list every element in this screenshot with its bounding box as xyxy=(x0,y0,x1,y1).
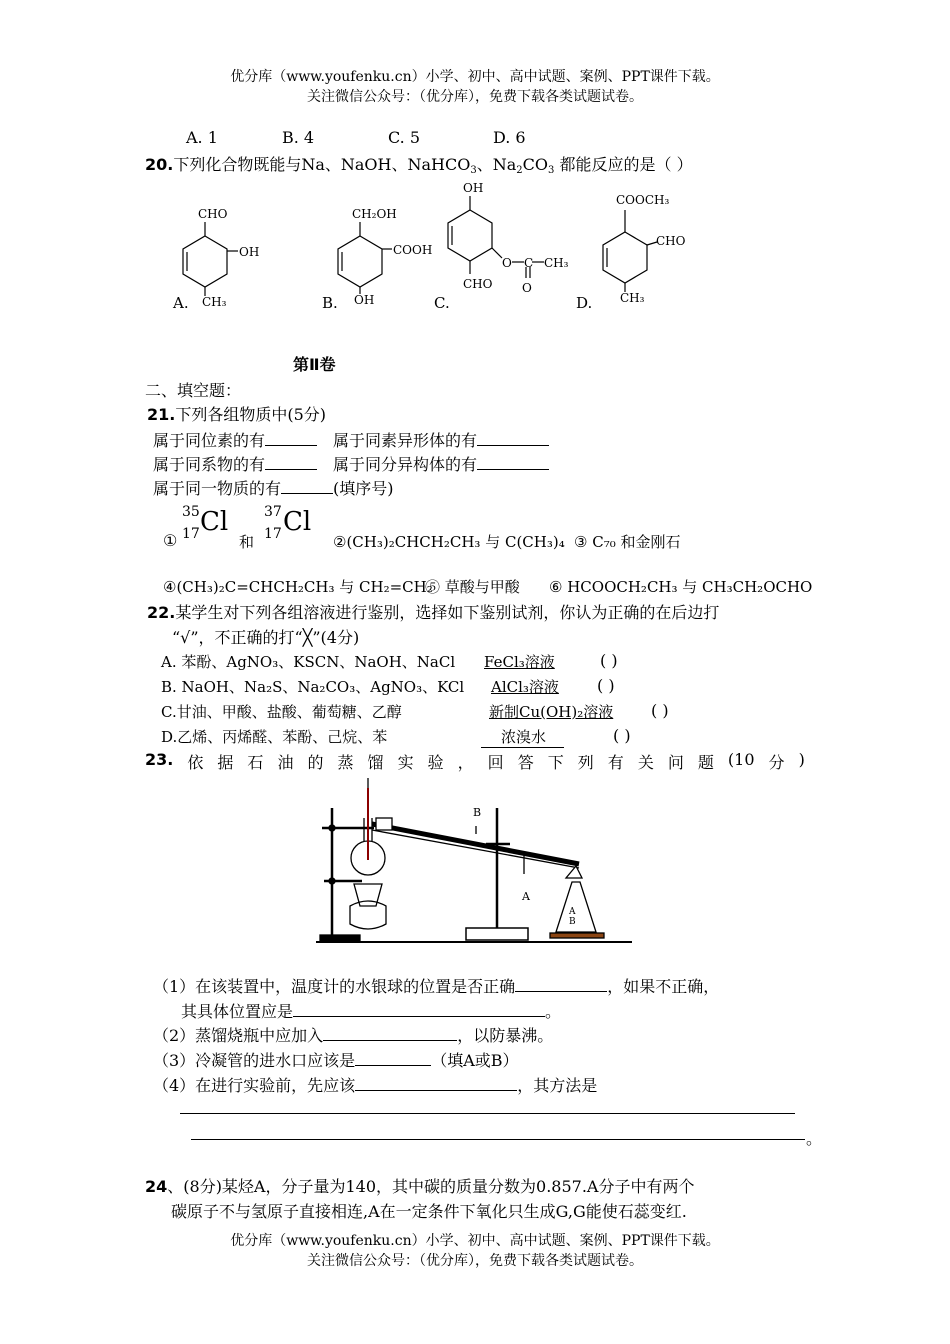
q23-char: 分 xyxy=(768,753,785,772)
q21-blank-isomer[interactable] xyxy=(477,455,549,470)
q20-text-d: 都能反应的是（ ） xyxy=(554,155,693,174)
q23-char: 列 xyxy=(577,753,594,772)
q22-row-b: B. NaOH、Na₂S、Na₂CO₃、AgNO₃、KCl xyxy=(161,678,465,696)
q23-q1-text-b: ，如果不正确， xyxy=(607,977,720,996)
q20-text-b: 、Na xyxy=(476,155,517,174)
q20-label-b: B. xyxy=(322,294,338,312)
q23-answer-line-2[interactable] xyxy=(191,1138,805,1140)
q23-q1-text-c: 其具体位置应是 xyxy=(181,1002,294,1021)
adapter xyxy=(376,818,392,830)
q21-z1: 17 xyxy=(182,526,200,542)
q19-option-b: B. 4 xyxy=(282,128,315,147)
q24-line1 xyxy=(145,1174,694,1197)
q19-option-d: D. 6 xyxy=(493,128,526,147)
q21-title xyxy=(147,402,326,425)
q23-char: 验 xyxy=(427,753,444,772)
q21-mass1: 35 xyxy=(182,504,200,520)
struct-b-right: COOH xyxy=(393,243,433,257)
header-line-1: 优分库（www.youfenku.cn）小学、初中、高中试题、案例、PPT课件下载。 xyxy=(230,69,720,85)
q24-line2: 碳原子不与氢原子直接相连,A在一定条件下氧化只生成G,G能使石蕊变红. xyxy=(171,1202,687,1221)
q23-char: 蒸 xyxy=(337,753,354,772)
struct-d-bottom: CH₃ xyxy=(620,291,645,305)
q21-item6: ⑥ HCOOCH₂CH₃ 与 CH₃CH₂OCHO xyxy=(549,578,813,596)
q23-char: 问 xyxy=(667,753,684,772)
q23-char: 石 xyxy=(247,753,264,772)
q23-char: 依 xyxy=(187,753,204,772)
q22-line2: “√”，不正确的打“╳”(4分) xyxy=(172,628,360,647)
struct-a-bottom: CH₃ xyxy=(202,295,227,309)
q21-blank-allotrope[interactable] xyxy=(477,431,549,446)
q23-q3 xyxy=(153,1048,519,1071)
q23-char: ， xyxy=(457,753,474,772)
q21-item5: ⑤ 草酸与甲酸 xyxy=(425,578,520,596)
q23-q1-line1 xyxy=(153,974,719,997)
q21-row2 xyxy=(153,452,549,475)
q23-q2-text: （2）蒸馏烧瓶中应加入 xyxy=(153,1026,324,1045)
q21-number: 21. xyxy=(147,405,176,424)
q23-q4-text-b: ，其方法是 xyxy=(517,1076,598,1095)
label-a: A xyxy=(522,890,530,903)
q21-item4: ④(CH₃)₂C=CHCH₂CH₃ 与 CH₂=CH₂ xyxy=(163,578,433,596)
q23-char: 下 xyxy=(547,753,564,772)
part2-title: 第Ⅱ卷 xyxy=(293,355,336,374)
struct-c-ester-c: C xyxy=(524,256,534,270)
q21-row1-a: 属于同位素的有 xyxy=(153,431,266,450)
q22-answer-b[interactable]: ( ) xyxy=(597,676,615,695)
q23-char: 实 xyxy=(397,753,414,772)
q23-q1-text: （1）在该装置中，温度计的水银球的位置是否正确 xyxy=(153,977,516,996)
flask-label-b: B xyxy=(569,917,576,927)
q22-reagent-b: AlCl₃溶液 xyxy=(491,678,559,696)
flask-stand xyxy=(550,933,604,938)
q23-blank-1[interactable] xyxy=(515,977,607,992)
q21-row1 xyxy=(153,428,549,451)
q23-char: (10 xyxy=(727,750,755,769)
q20-sub2: 2 xyxy=(516,165,523,176)
q22-row-c: C.甘油、甲酸、盐酸、葡萄糖、乙醇 xyxy=(161,703,402,721)
q20-text-c: CO xyxy=(522,155,549,174)
q21-z2: 17 xyxy=(264,526,282,542)
footer-line-2: 关注微信公众号：（优分库），免费下载各类试题试卷。 xyxy=(307,1253,643,1269)
struct-c-ester-ch3: CH₃ xyxy=(544,256,569,270)
clamp-knob xyxy=(329,825,335,831)
q21-item2: ②(CH₃)₂CHCH₂CH₃ 与 C(CH₃)₄ xyxy=(333,533,565,551)
q21-row2-a: 属于同系物的有 xyxy=(153,455,266,474)
clamp-knob xyxy=(329,878,335,884)
flask-label-a: A xyxy=(569,907,576,917)
q23-char: 据 xyxy=(217,753,234,772)
q21-blank-isotope[interactable] xyxy=(265,431,317,446)
q22-number: 22. xyxy=(147,603,176,622)
q23-blank-1b[interactable] xyxy=(293,1002,545,1017)
q23-q2-text-b: ，以防暴沸。 xyxy=(457,1026,554,1045)
struct-c-bond-ester xyxy=(492,248,502,258)
distillation-apparatus xyxy=(314,778,636,946)
q21-blank-same[interactable] xyxy=(281,479,333,494)
q23-char: 回 xyxy=(487,753,504,772)
q20-label-a: A. xyxy=(173,294,189,312)
q21-blank-homolog[interactable] xyxy=(265,455,317,470)
section-title: 二、填空题： xyxy=(145,381,242,400)
struct-b-top: CH₂OH xyxy=(352,207,397,221)
q20-label-d: D. xyxy=(576,294,593,312)
q23-number: 23. xyxy=(145,750,174,769)
q19-option-c: C. 5 xyxy=(388,128,421,147)
q21-and: 和 xyxy=(239,533,255,551)
q23-end-period: 。 xyxy=(806,1129,823,1148)
struct-d-right: CHO xyxy=(656,234,686,248)
footer-line-1: 优分库（www.youfenku.cn）小学、初中、高中试题、案例、PPT课件下载。 xyxy=(230,1233,720,1249)
q22-line1 xyxy=(147,600,719,623)
q23-char: 的 xyxy=(307,753,324,772)
header-line-2: 关注微信公众号：（优分库），免费下载各类试题试卷。 xyxy=(307,89,643,105)
struct-c-top: OH xyxy=(463,181,484,195)
struct-a-ring xyxy=(183,236,227,287)
q21-symbol2: Cl xyxy=(283,507,312,537)
q20-structures xyxy=(160,170,800,320)
q21-item1-mark: ① xyxy=(163,531,178,550)
q23-q3-text: （3）冷凝管的进水口应该是 xyxy=(153,1051,356,1070)
struct-c-bottom: CHO xyxy=(463,277,493,291)
q23-char: ) xyxy=(798,750,805,769)
struct-c-ester-dbl-o: O xyxy=(522,281,532,295)
struct-c-ester-o: O xyxy=(502,256,512,270)
q21-row2-b: 属于同分异构体的有 xyxy=(333,455,478,474)
q21-title-text: 下列各组物质中(5分) xyxy=(175,405,327,424)
q23-q4-text: （4）在进行实验前，先应该 xyxy=(153,1076,356,1095)
q23-char: 关 xyxy=(637,753,654,772)
q24-line1-text: 、(8分)某烃A，分子量为140，其中碳的质量分数为0.857.A分子中有两个 xyxy=(167,1177,695,1196)
struct-c-ring xyxy=(448,210,492,261)
q20-label-c: C. xyxy=(434,294,450,312)
q23-blank-4[interactable] xyxy=(355,1076,517,1091)
q21-symbol1: Cl xyxy=(200,507,229,537)
label-b: B xyxy=(473,806,482,819)
q22-row-d: D.乙烯、丙烯醛、苯酚、己烷、苯 xyxy=(161,728,388,746)
q22-answer-c[interactable]: ( ) xyxy=(651,701,669,720)
burner xyxy=(350,901,386,929)
q23-char: 油 xyxy=(277,753,294,772)
q21-mass2: 37 xyxy=(264,504,282,520)
q23-char: 答 xyxy=(517,753,534,772)
struct-b-ring xyxy=(338,236,382,287)
q19-option-a: A. 1 xyxy=(186,128,218,147)
q23-char: 题 xyxy=(697,753,714,772)
q21-row3-text: 属于同一物质的有 xyxy=(153,479,282,498)
q24-number: 24 xyxy=(145,1177,168,1196)
receiver-adapter xyxy=(566,866,582,878)
q23-title xyxy=(145,750,805,773)
struct-b-bottom: OH xyxy=(354,293,375,307)
q23-answer-line-1[interactable] xyxy=(180,1112,795,1114)
q22-reagent-c: 新制Cu(OH)₂溶液 xyxy=(489,703,614,721)
q23-q2 xyxy=(153,1023,553,1046)
q22-line1-text: 某学生对下列各组溶液进行鉴别，选择如下鉴别试剂，你认为正确的在后边打 xyxy=(175,603,720,622)
struct-a-top: CHO xyxy=(198,207,228,221)
q21-item3: ③ C₇₀ 和金刚石 xyxy=(574,533,681,551)
condenser-inner xyxy=(372,830,579,868)
q20-sub1: 3 xyxy=(470,165,477,176)
q22-reagent-d: 浓溴水 xyxy=(481,726,564,748)
q22-row-a: A. 苯酚、AgNO₃、KSCN、NaOH、NaCl xyxy=(161,653,456,671)
q23-blank-3[interactable] xyxy=(355,1051,431,1066)
q21-row3 xyxy=(153,476,394,499)
q22-answer-a[interactable]: ( ) xyxy=(600,651,618,670)
conical-flask xyxy=(556,882,596,932)
q23-q4 xyxy=(153,1073,597,1096)
q21-row1-b: 属于同素异形体的有 xyxy=(333,431,478,450)
q23-q1-end: 。 xyxy=(545,1002,562,1021)
q21-row3-tail: (填序号) xyxy=(333,479,394,498)
q23-char: 有 xyxy=(607,753,624,772)
q22-reagent-a: FeCl₃溶液 xyxy=(484,653,555,671)
struct-d-top: COOCH₃ xyxy=(616,193,670,207)
q23-q3-text-b: （填A或B） xyxy=(431,1051,519,1070)
q20-text-a: 下列化合物既能与Na、NaOH、NaHCO xyxy=(173,155,471,174)
q23-char: 馏 xyxy=(367,753,384,772)
struct-a-right: OH xyxy=(239,245,260,259)
q23-q1-line2 xyxy=(181,999,561,1022)
q20-number: 20. xyxy=(145,155,174,174)
q20-sub3: 3 xyxy=(548,165,555,176)
struct-d-ring xyxy=(603,232,647,283)
stand-base-middle xyxy=(466,928,528,940)
q22-answer-d[interactable]: ( ) xyxy=(613,726,631,745)
stand-base-left xyxy=(320,935,360,942)
q23-blank-2[interactable] xyxy=(323,1026,457,1041)
